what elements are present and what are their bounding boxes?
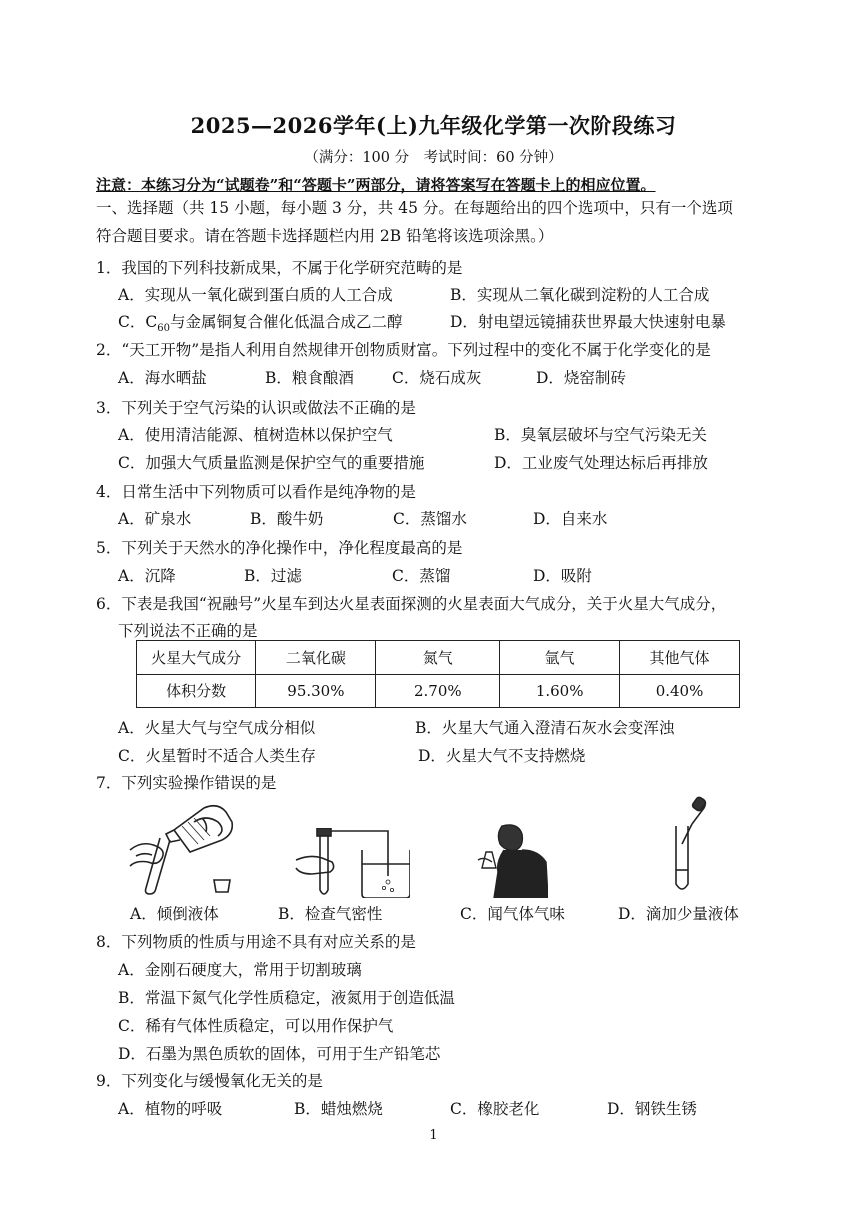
question-6-option-c: C．火星暂时不适合人类生存 [118,747,316,765]
question-7-option-c: C．闻气体气味 [460,905,565,923]
table-cell: 其他气体 [620,641,740,675]
question-4-option-c: C．蒸馏水 [393,510,467,528]
section-instructions-line1: 一、选择题（共 15 小题，每小题 3 分，共 45 分。在每题给出的四个选项中，只有一个选项 [96,199,733,217]
question-2-stem: 2．“天工开物”是指人利用自然规律开创物质财富。下列过程中的变化不属于化学变化的是 [96,341,711,359]
table-cell: 体积分数 [137,674,256,708]
subscript-60: 60 [157,323,170,335]
question-6-option-a: A．火星大气与空气成分相似 [118,719,316,737]
question-2-option-c: C．烧石成灰 [392,369,482,387]
question-4-option-a: A．矿泉水 [118,510,192,528]
smelling-gas-figure [476,822,548,898]
exam-info: （满分：100 分 考试时间：60 分钟） [304,150,563,166]
question-3-option-b: B．臭氧层破坏与空气污染无关 [494,426,707,444]
question-2-option-d: D．烧窑制砖 [536,369,626,387]
question-8-option-c: C．稀有气体性质稳定，可以用作保护气 [118,1017,394,1035]
question-6-option-b: B．火星大气通入澄清石灰水会变浑浊 [415,719,675,737]
table-cell: 氩气 [500,641,620,675]
question-6-stem: 6．下表是我国“祝融号”火星车到达火星表面探测的火星表面大气成分，关于火星大气成分， [96,595,727,613]
table-cell: 二氧化碳 [256,641,376,675]
question-6-option-d: D．火星大气不支持燃烧 [418,747,586,765]
question-3-stem: 3．下列关于空气污染的认识或做法不正确的是 [96,399,416,417]
question-1-stem: 1．我国的下列科技新成果，不属于化学研究范畴的是 [96,259,463,277]
question-4-option-d: D．自来水 [533,510,608,528]
question-4-option-b: B．酸牛奶 [250,510,324,528]
question-9-option-d: D．钢铁生锈 [607,1100,697,1118]
table-cell: 0.40% [620,674,740,708]
option-c-prefix: C．C [118,313,158,331]
question-9-stem: 9．下列变化与缓慢氧化无关的是 [96,1072,323,1090]
question-8-option-d: D．石墨为黑色质软的固体，可用于生产铅笔芯 [118,1045,441,1063]
page-title: 2025—2026学年(上)九年级化学第一次阶段练习 [190,113,677,138]
question-3-option-d: D．工业废气处理达标后再排放 [494,454,708,472]
question-3-option-a: A．使用清洁能源、植树造林以保护空气 [118,426,393,444]
question-8-stem: 8．下列物质的性质与用途不具有对应关系的是 [96,933,416,951]
question-2-option-a: A．海水晒盐 [118,369,207,387]
table-cell: 2.70% [376,674,500,708]
option-c-text: 与金属铜复合催化低温合成乙二醇 [169,313,403,331]
table-cell: 氮气 [376,641,500,675]
question-5-option-a: A．沉降 [118,567,176,585]
table-header-row [137,641,740,675]
question-8-option-b: B．常温下氮气化学性质稳定，液氮用于创造低温 [118,989,455,1007]
question-5-option-c: C．蒸馏 [392,567,451,585]
question-3-option-c: C．加强大气质量监测是保护空气的重要措施 [118,454,425,472]
question-9-option-c: C．橡胶老化 [450,1100,540,1118]
question-7-stem: 7．下列实验操作错误的是 [96,774,277,792]
question-4-stem: 4．日常生活中下列物质可以看作是纯净物的是 [96,483,416,501]
table-cell: 火星大气成分 [137,641,256,675]
question-8-option-a: A．金刚石硬度大，常用于切割玻璃 [118,961,362,979]
question-7-option-a: A．倾倒液体 [130,905,219,923]
question-1-option-a: A．实现从一氧化碳到蛋白质的人工合成 [118,286,393,304]
table-cell: 95.30% [256,674,376,708]
question-5-option-d: D．吸附 [533,567,592,585]
question-7-option-b: B．检查气密性 [278,905,383,923]
question-6-stem-line2: 下列说法不正确的是 [118,622,258,640]
question-5-option-b: B．过滤 [244,567,302,585]
question-7-option-d: D．滴加少量液体 [618,905,739,923]
mars-atmosphere-table [136,640,740,708]
question-2-option-b: B．粮食酿酒 [265,369,354,387]
question-1-option-d: D．射电望远镜捕获世界最大快速射电暴 [450,313,726,331]
airtightness-check-figure [292,828,410,898]
question-1-option-c [118,310,402,334]
question-9-option-a: A．植物的呼吸 [118,1100,223,1118]
table-cell: 1.60% [500,674,620,708]
dropping-liquid-figure [664,796,714,898]
section-instructions-line2: 符合题目要求。请在答题卡选择题栏内用 2B 铅笔将该选项涂黑。） [96,227,554,245]
table-row [137,674,740,708]
pouring-liquid-figure [122,800,247,898]
page-number: 1 [429,1128,438,1143]
question-1-option-b: B．实现从二氧化碳到淀粉的人工合成 [450,286,710,304]
question-5-stem: 5．下列关于天然水的净化操作中，净化程度最高的是 [96,539,463,557]
notice: 注意：本练习分为“试题卷”和“答题卡”两部分，请将答案写在答题卡上的相应位置。 [96,176,656,194]
question-9-option-b: B．蜡烛燃烧 [294,1100,383,1118]
